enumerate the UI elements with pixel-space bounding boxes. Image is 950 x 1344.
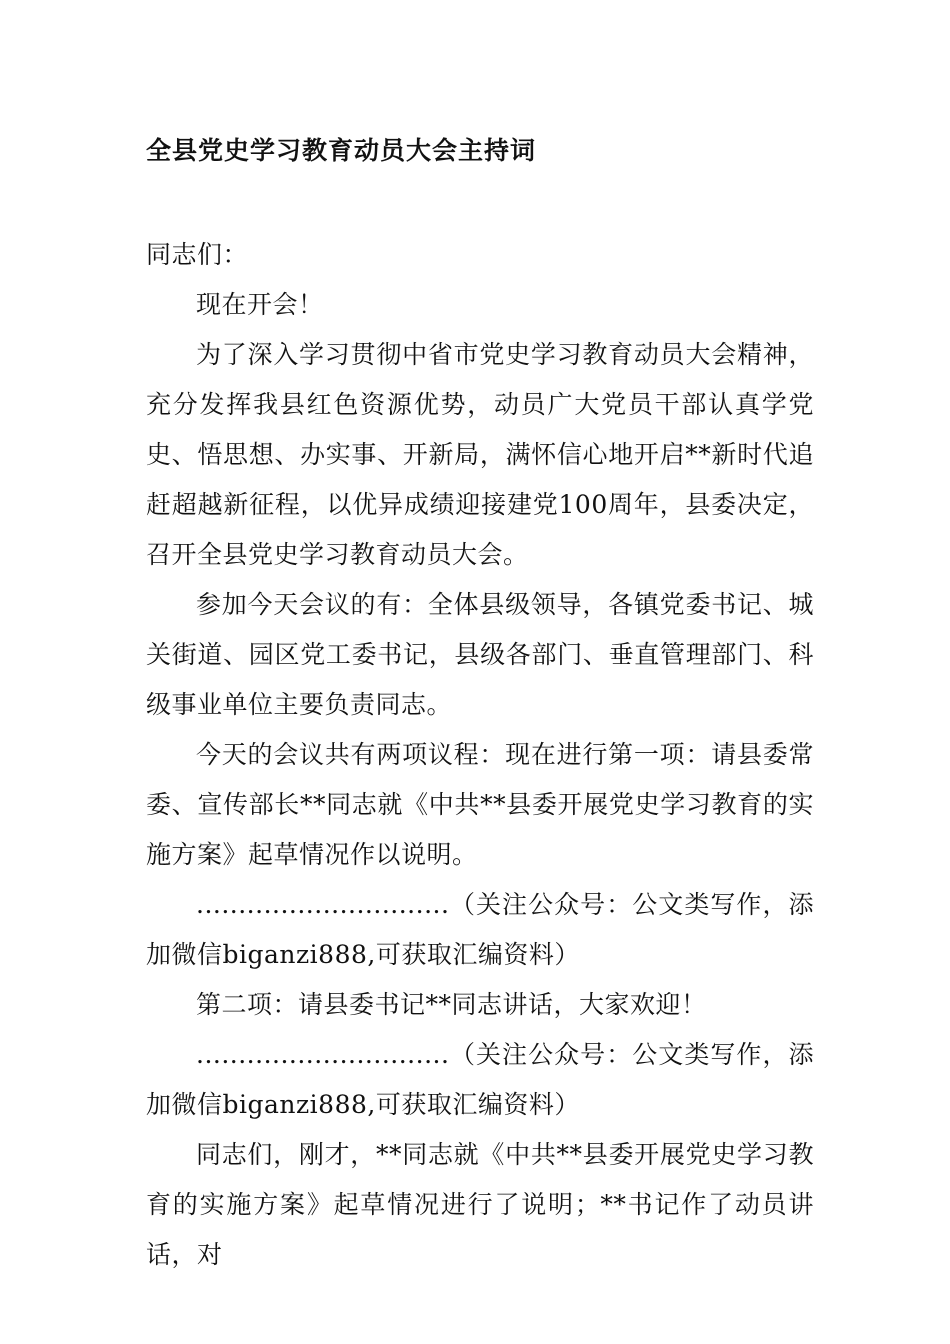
document-title: 全县党史学习教育动员大会主持词: [146, 136, 537, 165]
paragraph-open-meeting: 现在开会！: [196, 290, 324, 319]
paragraph-agenda-item-1: 今天的会议共有两项议程：现在进行第一项：请县委常委、宣传部长**同志就《中共**县委开展党史学习教育的实施方案》起草情况作以说明。: [146, 740, 814, 869]
paragraph-attendees: 参加今天会议的有：全体县级领导，各镇党委书记、城关街道、园区党工委书记，县级各部门、垂直管理部门、科级事业单位主要负责同志。: [146, 590, 814, 719]
paragraph-agenda-item-2: 第二项：请县委书记**同志讲话，大家欢迎！: [196, 990, 707, 1019]
salutation: 同志们：: [146, 240, 249, 269]
paragraph-summary: 同志们，刚才，**同志就《中共**县委开展党史学习教育的实施方案》起草情况进行了说明；**书记作了动员讲话，对: [146, 1140, 814, 1269]
paragraph-note-2: ..............................（关注公众号：公文类写作，添加微信biganzi888,可获取汇编资料）: [146, 1040, 814, 1119]
document-body: [146, 230, 814, 1280]
paragraph-note-1: ..............................（关注公众号：公文类写作，添加微信biganzi888,可获取汇编资料）: [146, 890, 814, 969]
paragraph-purpose: 为了深入学习贯彻中省市党史学习教育动员大会精神，充分发挥我县红色资源优势，动员广大党员干部认真学党史、悟思想、办实事、开新局，满怀信心地开启**新时代追赶超越新征程，以优异成绩迎接建党100周年，县委决定，召开全县党史学习教育动员大会。: [146, 340, 814, 569]
